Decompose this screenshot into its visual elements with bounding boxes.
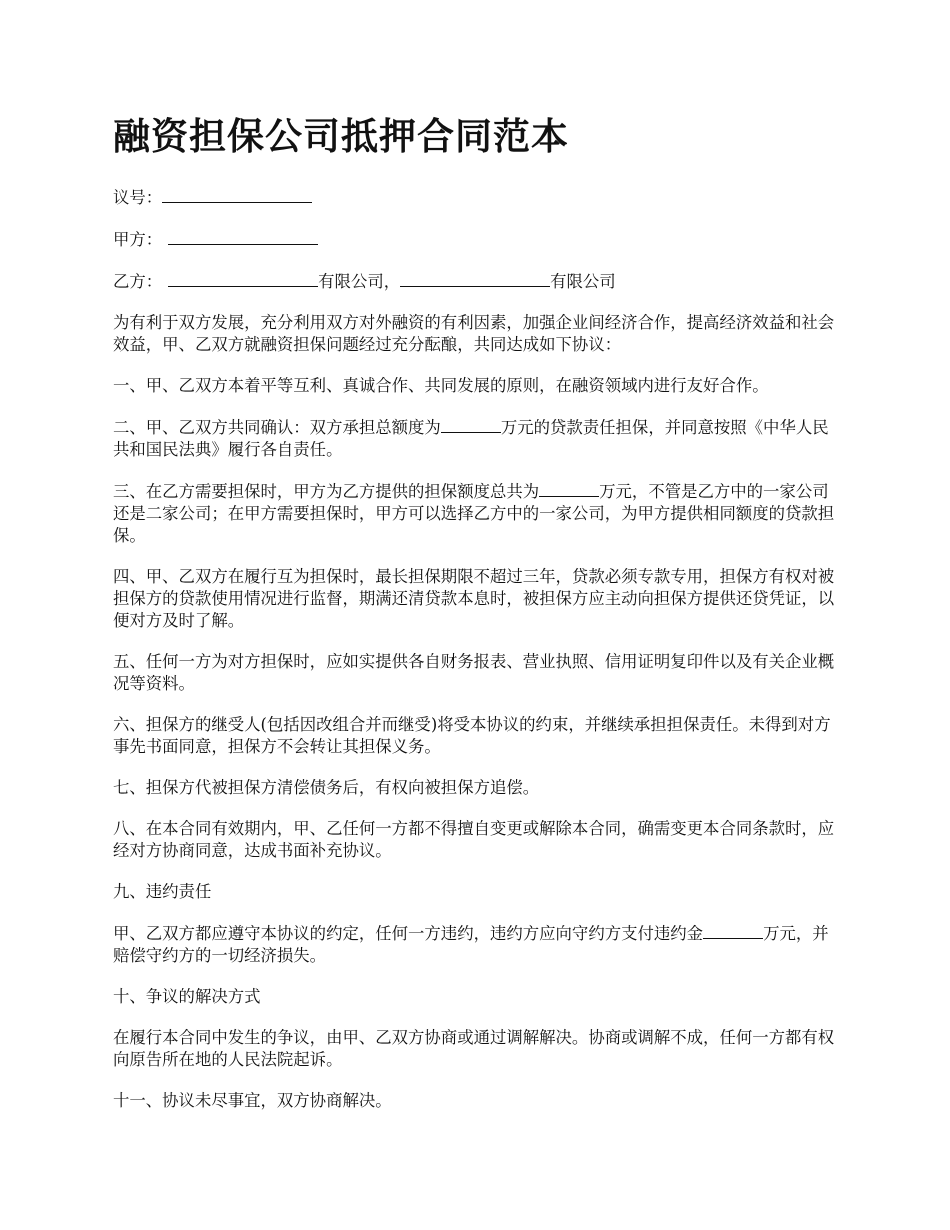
document-title: 融资担保公司抵押合同范本 — [113, 115, 569, 158]
party-a-field — [113, 228, 841, 251]
party-a-blank — [168, 228, 318, 245]
party-a-label: 甲方： — [113, 230, 163, 249]
party-b-suffix-2: 有限公司 — [550, 272, 616, 291]
clause-10-heading: 十、争议的解决方式 — [113, 987, 261, 1006]
party-b-suffix-1: 有限公司， — [318, 272, 401, 291]
clause-1: 一、甲、乙双方本着平等互利、真诚合作、共同发展的原则，在融资领域内进行友好合作。 — [113, 376, 769, 395]
clause-9-text-a: 甲、乙双方都应遵守本协议的约定，任何一方违约，违约方应向守约方支付违约金 — [113, 924, 704, 943]
clause-8: 八、在本合同有效期内，甲、乙任何一方都不得擅自变更或解除本合同，确需变更本合同条款时，应经对方协商同意，达成书面补充协议。 — [113, 819, 835, 860]
clause-9-heading: 九、违约责任 — [113, 882, 212, 901]
clause-2-amount-blank — [441, 416, 501, 433]
party-b-label: 乙方： — [113, 272, 163, 291]
clause-5: 五、任何一方为对方担保时，应如实提供各自财务报表、营业执照、信用证明复印件以及有关企业概况等资料。 — [113, 652, 835, 693]
party-b-field — [113, 270, 841, 293]
agreement-number-field — [113, 186, 841, 209]
intro-paragraph: 为有利于双方发展，充分利用双方对外融资的有利因素，加强企业间经济合作，提高经济效益和社会效益，甲、乙双方就融资担保问题经过充分酝酿，共同达成如下协议： — [113, 313, 835, 354]
clause-2 — [113, 416, 841, 461]
clause-7: 七、担保方代被担保方清偿债务后，有权向被担保方追偿。 — [113, 778, 540, 797]
clause-11: 十一、协议未尽事宜，双方协商解决。 — [113, 1091, 392, 1110]
agreement-number-blank — [162, 186, 312, 203]
clause-3 — [113, 480, 841, 547]
party-b-blank-2 — [400, 270, 550, 287]
party-b-blank-1 — [168, 270, 318, 287]
clause-3-text-a: 三、在乙方需要担保时，甲方为乙方提供的担保额度总共为 — [113, 482, 540, 501]
document-page — [113, 112, 841, 1131]
agreement-number-label: 议号： — [113, 188, 163, 207]
clause-9-text-b: 万元，并赔偿守约方的一切经济损失。 — [113, 924, 829, 965]
clause-9-body — [113, 922, 841, 967]
clause-3-amount-blank — [539, 480, 599, 497]
clause-3-text-b: 万元，不管是乙方中的一家公司还是二家公司；在甲方需要担保时，甲方可以选择乙方中的一家公司，为甲方提供相同额度的贷款担保。 — [113, 482, 835, 545]
penalty-amount-blank — [703, 922, 763, 939]
clause-2-text-a: 二、甲、乙双方共同确认：双方承担总额度为 — [113, 418, 441, 437]
clause-2-text-b: 万元的贷款责任担保，并同意按照《中华人民共和国民法典》履行各自责任。 — [113, 418, 829, 459]
clause-10-body: 在履行本合同中发生的争议，由甲、乙双方协商或通过调解解决。协商或调解不成，任何一方都有权向原告所在地的人民法院起诉。 — [113, 1028, 835, 1069]
clause-4: 四、甲、乙双方在履行互为担保时，最长担保期限不超过三年，贷款必须专款专用，担保方有权对被担保方的贷款使用情况进行监督，期满还清贷款本息时，被担保方应主动向担保方提供还贷凭证，以便对方及时了解。 — [113, 567, 835, 630]
clause-6: 六、担保方的继受人(包括因改组合并而继受)将受本协议的约束，并继续承担担保责任。未得到对方事先书面同意，担保方不会转让其担保义务。 — [113, 715, 831, 756]
